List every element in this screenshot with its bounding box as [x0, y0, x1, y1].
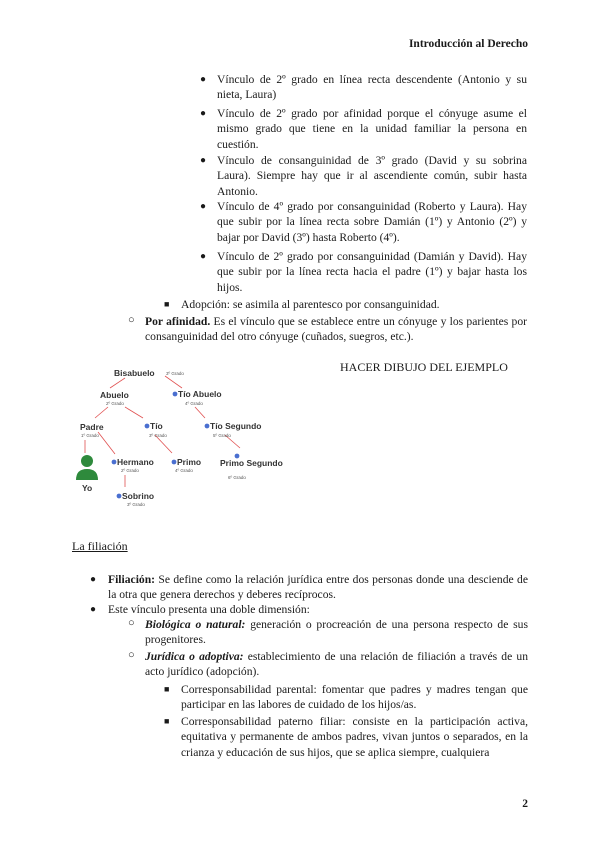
tree-node-name: Abuelo — [100, 390, 129, 400]
tree-node-name: Padre — [80, 422, 104, 432]
tree-node-grade: 5º Grado — [213, 433, 231, 438]
list-item-biologica — [145, 617, 528, 648]
bullet-dot: ● — [90, 574, 97, 585]
bullet-dot: ● — [90, 604, 97, 615]
tree-node-grade: 1º Grado — [81, 433, 99, 438]
tree-node-grade: 3º Grado — [127, 502, 145, 507]
juridica-label: Jurídica o adoptiva: — [145, 650, 244, 663]
list-item-corresponsabilidad-parental: Corresponsabilidad parental: fomentar que padres y madres tengan que participar en las labores de cuidado de los hijos/as. — [181, 683, 528, 712]
juridica-text: establecimiento de una relación de filiación a través de un acto jurídico (adopción). — [145, 650, 528, 679]
list-item: Vínculo de consanguinidad de 3º grado (David y su sobrina Laura). Siempre hay que ir al ascendiente común, subir hasta Antonio. — [217, 154, 527, 198]
filiacion-text: Se define como la relación jurídica entre dos personas donde una desciende de la otra que genera derechos y deberes recíprocos. — [108, 573, 528, 602]
tree-node-name: Tío Abuelo — [178, 389, 222, 399]
tree-node-grade: 3º Grado — [166, 371, 184, 376]
tree-node-grade: 6º Grado — [228, 475, 246, 480]
tree-node-name: Tío — [150, 421, 163, 431]
circle-bullet: ○ — [128, 649, 135, 661]
tree-node-name: Primo — [177, 457, 202, 467]
tree-node-grade: 2º Grado — [121, 468, 139, 473]
bullet-dot: ● — [200, 74, 207, 85]
node-dots — [112, 392, 240, 499]
circle-bullet: ○ — [128, 314, 135, 326]
list-item: Vínculo de 2º grado por afinidad porque el cónyuge asume el mismo grado que tiene en la unidad familiar la persona en cuestión. — [217, 107, 527, 151]
tree-node-name: Bisabuelo — [114, 368, 155, 378]
tree-node-grade: 4º Grado — [175, 468, 193, 473]
bullet-dot: ● — [200, 201, 207, 212]
tree-node-name: Primo Segundo — [220, 458, 283, 468]
tree-node-name: Tío Segundo — [210, 421, 262, 431]
bullet-dot: ● — [200, 108, 207, 119]
list-item-filiacion — [108, 572, 528, 603]
tree-node-name: Yo — [82, 483, 93, 493]
tree-node-name: Sobrino — [122, 491, 155, 501]
bullet-dot: ● — [200, 251, 207, 262]
list-item-afinidad — [145, 314, 527, 345]
tree-node-name: Hermano — [117, 457, 154, 467]
list-item: Vínculo de 2º grado en línea recta descendente (Antonio y su nieta, Laura) — [217, 73, 527, 102]
tree-node-grade: 2º Grado — [106, 401, 124, 406]
list-item-adopcion: Adopción: se asimila al parentesco por consanguinidad. — [181, 298, 440, 311]
square-bullet: ■ — [164, 684, 170, 694]
person-icon — [76, 455, 98, 480]
list-item: Vínculo de 4º grado por consanguinidad (Roberto y Laura). Hay que subir por la línea recta sobre Damián (1º) y Antonio (2º) y bajar por David (3º) hasta Roberto (4º). — [217, 200, 527, 244]
page-number: 2 — [522, 798, 528, 810]
header-title: Introducción al Derecho — [408, 38, 528, 50]
list-item-dimension: Este vínculo presenta una doble dimensión: — [108, 603, 310, 616]
tree-node-grade: 4º Grado — [185, 401, 203, 406]
draw-note: HACER DIBUJO DEL EJEMPLO — [340, 360, 508, 374]
circle-bullet: ○ — [128, 617, 135, 629]
section-title-filiacion: La filiación — [72, 539, 128, 553]
square-bullet: ■ — [164, 716, 170, 726]
filiacion-label: Filiación: — [108, 573, 156, 586]
biologica-text: generación o procreación de una persona respecto de sus progenitores. — [145, 618, 528, 647]
biologica-label: Biológica o natural: — [145, 618, 246, 631]
list-item-corresponsabilidad-paterno: Corresponsabilidad paterno filiar: consiste en la participación activa, equitativa y permanente de ambos padres, vivan juntos o separados, en la crianza y educación de sus hijos, que se aplica siempre, cualquiera — [181, 715, 528, 759]
list-item: Vínculo de 2º grado por consanguinidad (Damián y David). Hay que subir por la línea recta hacia el padre (1º) y bajar hasta los hijos. — [217, 250, 527, 294]
square-bullet: ■ — [164, 299, 170, 309]
list-item-juridica — [145, 649, 528, 680]
tree-node-grade: 3º Grado — [149, 433, 167, 438]
afinidad-label: Por afinidad. — [145, 315, 211, 328]
bullet-dot: ● — [200, 155, 207, 166]
family-tree-diagram — [70, 360, 300, 510]
afinidad-text: Es el vínculo que se establece entre un cónyuge y los parientes por consanguinidad del otro cónyuge (cuñados, suegros, etc.). — [145, 315, 527, 344]
